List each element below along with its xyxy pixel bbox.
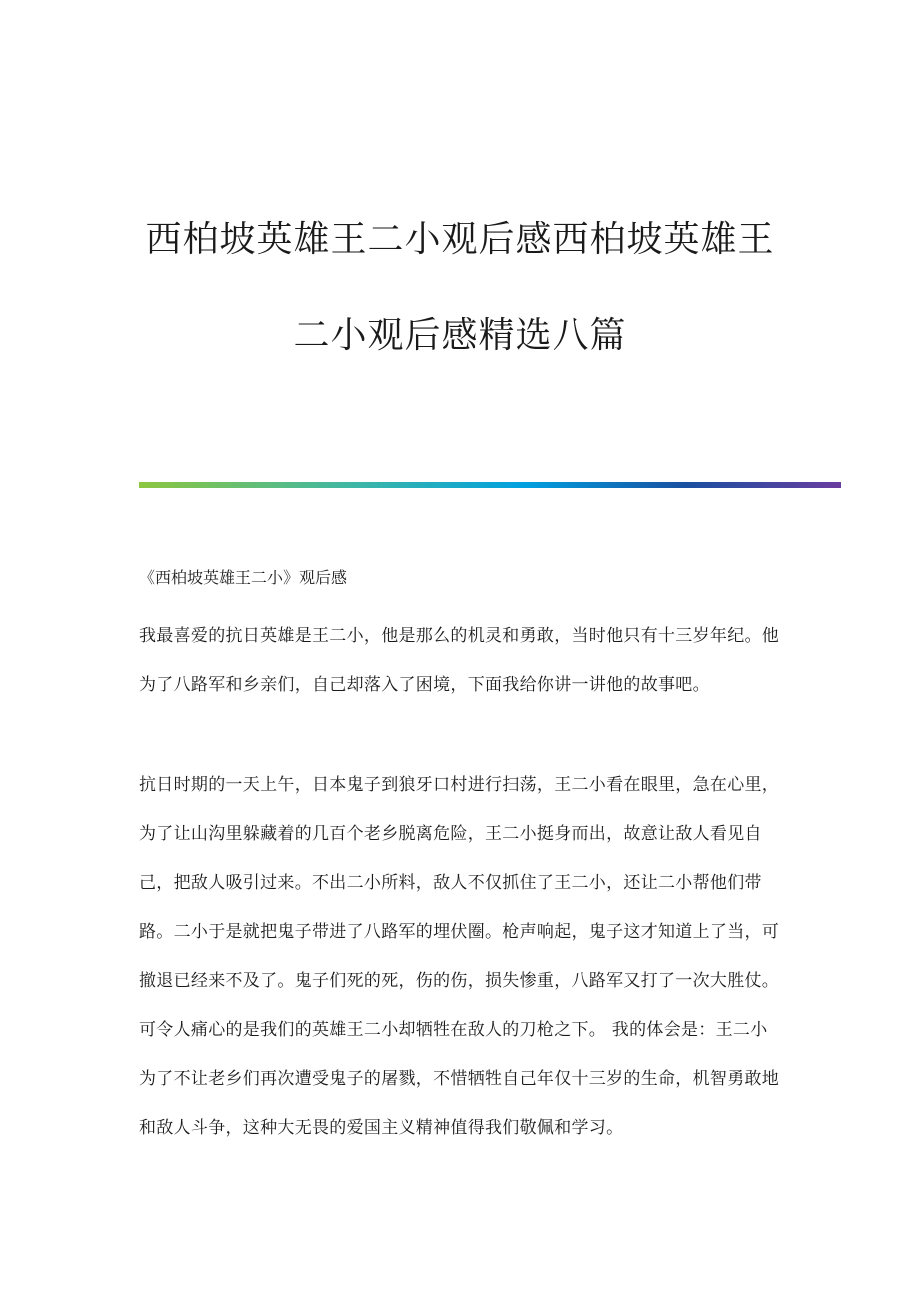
paragraph-2: 抗日时期的一天上午，日本鬼子到狼牙口村进行扫荡，王二小看在眼里，急在心里，为了让山沟里躲藏着的几百个老乡脱离危险，王二小挺身而出，故意让敌人看见自己，把敌人吸引过来。不出二小所料，敌人不仅抓住了王二小，还让二小帮他们带路。二小于是就把鬼子带进了八路军的埋伏圈。枪声响起，鬼子这才知道上了当，可撤退已经来不及了。鬼子们死的死，伤的伤，损失惨重，八路军又打了一次大胜仗。可令人痛心的是我们的英雄王二小却牺牲在敌人的刀枪之下。 我的体会是：王二小为了不让老乡们再次遭受鬼子的屠戮，不惜牺牲自己年仅十三岁的生命，机智勇敢地和敌人斗争，这种大无畏的爱国主义精神值得我们敬佩和学习。 bbox=[139, 775, 780, 1138]
gradient-divider bbox=[139, 482, 841, 488]
document-title-line-2: 二小观后感精选八篇 bbox=[293, 315, 627, 356]
document-title-line-1: 西柏坡英雄王二小观后感西柏坡英雄王 bbox=[145, 219, 775, 260]
section-subheading: 《西柏坡英雄王二小》观后感 bbox=[139, 568, 348, 587]
paragraph-1: 我最喜爱的抗日英雄是王二小，他是那么的机灵和勇敢，当时他只有十三岁年纪。他为了八路军和乡亲们，自己却落入了困境，下面我给你讲一讲他的故事吧。 bbox=[139, 626, 780, 695]
